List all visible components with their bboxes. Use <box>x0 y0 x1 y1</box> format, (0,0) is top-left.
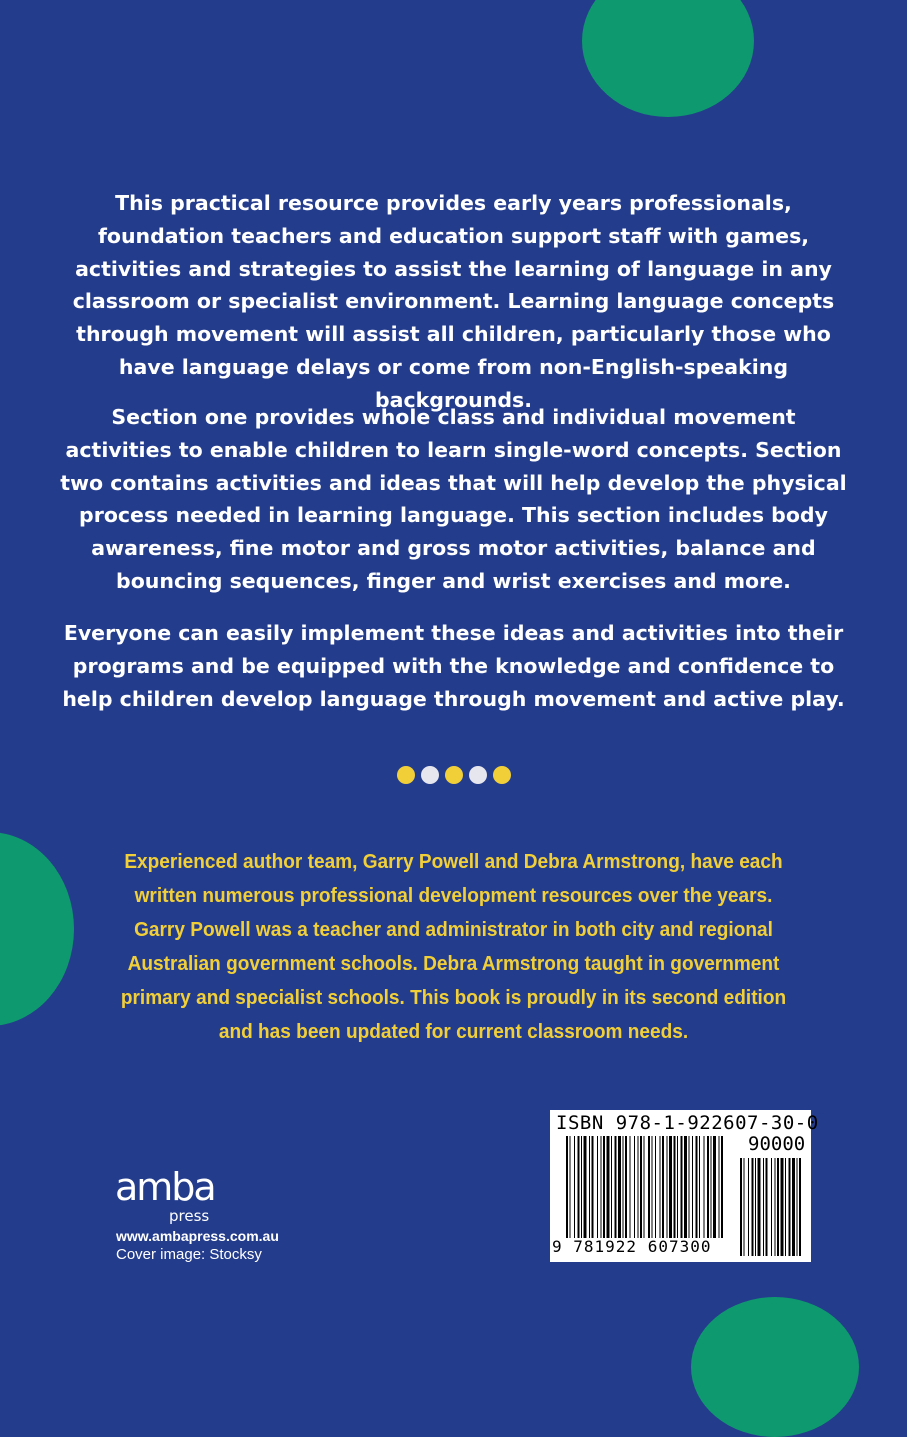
barcode-bar <box>597 1136 598 1238</box>
barcode-bar <box>785 1158 786 1256</box>
barcode-bar <box>640 1136 642 1238</box>
barcode-bar <box>721 1136 723 1238</box>
barcode-bar <box>607 1136 610 1238</box>
description-paragraph-2: Section one provides whole class and individual movement activities to enable children to learn single-word concepts. Section two contains activities and ideas that will help develop the physical process needed in learning language. This section includes body awareness, fine motor and gross motor activities, balance and bouncing sequences, finger and wrist exercises and more. <box>60 405 847 593</box>
isbn-label: ISBN 978-1-922607-30-0 <box>556 1112 819 1134</box>
barcode-bar <box>574 1136 575 1238</box>
barcode-bar <box>623 1136 624 1238</box>
barcode-bar <box>581 1136 582 1238</box>
barcode-bar <box>589 1136 590 1238</box>
barcode-bar <box>638 1136 639 1238</box>
divider-dot <box>445 766 463 784</box>
barcode-bar <box>652 1136 653 1238</box>
dot-divider <box>0 766 907 784</box>
description-paragraph-3: Everyone can easily implement these ideas and activities into their programs and be equipped with the knowledge and confidence to help children develop language through movement and active play. <box>62 621 845 711</box>
decorative-circle-bottom <box>691 1297 859 1437</box>
barcode-bar <box>684 1136 687 1238</box>
barcode-bar <box>713 1136 716 1238</box>
barcode-bar <box>660 1136 661 1238</box>
barcode-bar <box>766 1158 768 1256</box>
barcode-bar <box>696 1136 698 1238</box>
barcode-bar <box>771 1158 772 1256</box>
barcode-bar <box>644 1136 645 1238</box>
barcode-bar <box>707 1136 709 1238</box>
decorative-circle-top <box>582 0 754 117</box>
barcode-digits: 9 781922 607300 <box>552 1237 712 1256</box>
barcode-bar <box>615 1136 617 1238</box>
barcode-bar <box>601 1136 602 1238</box>
description-paragraph-1: This practical resource provides early years professionals, foundation teachers and education support staff with games, activities and strategies to assist the learning of language in any classroom or specialist environment. Learning language concepts through movement will assist all children, particularly those who have language delays or come from non-English-speaking backgrounds. <box>72 191 835 412</box>
barcode-bar <box>689 1136 690 1238</box>
publisher-website[interactable]: www.ambapress.com.au <box>116 1228 279 1244</box>
barcode-bar <box>625 1136 627 1238</box>
barcode-bar <box>618 1136 621 1238</box>
divider-dot <box>421 766 439 784</box>
barcode-bar <box>789 1158 791 1256</box>
barcode-bar <box>748 1158 749 1256</box>
barcode-bar <box>662 1136 664 1238</box>
barcode-bar <box>667 1136 668 1238</box>
barcode-bar <box>566 1136 568 1238</box>
logo-subtitle: press <box>169 1207 210 1225</box>
price-code: 90000 <box>748 1133 806 1155</box>
barcode-bar <box>634 1136 635 1238</box>
barcode-bar <box>775 1158 776 1256</box>
barcode-bar <box>699 1136 700 1238</box>
barcode-bar <box>648 1136 650 1238</box>
divider-dot <box>493 766 511 784</box>
decorative-circle-left <box>0 832 74 1026</box>
cover-image-credit: Cover image: Stocksy <box>116 1246 262 1263</box>
barcode-bar <box>630 1136 631 1238</box>
barcode-bar <box>792 1158 795 1256</box>
barcode-bar <box>799 1158 801 1256</box>
barcode-bar <box>763 1158 764 1256</box>
barcode-bar <box>777 1158 779 1256</box>
amba-press-logo <box>115 1166 225 1226</box>
author-bio: Experienced author team, Garry Powell and Debra Armstrong, have each written numerous professional development resources over the years. Garry Powell was a teacher and administrator in both city and regional Australian government schools. Debra Armstrong taught in government primary and specialist schools. This book is proudly in its second edition and has been updated for current classroom needs. <box>120 850 787 1043</box>
barcode-bar <box>781 1158 784 1256</box>
isbn-barcode <box>550 1110 819 1262</box>
barcode-bar <box>755 1158 756 1256</box>
barcode-bar <box>692 1136 693 1238</box>
barcode-bar <box>578 1136 580 1238</box>
barcode-bar <box>740 1158 742 1256</box>
barcode-bar <box>758 1158 761 1256</box>
barcode-bar <box>669 1136 672 1238</box>
barcode-bar <box>719 1136 720 1238</box>
barcode-bar <box>655 1136 656 1238</box>
logo-wordmark: amba <box>115 1166 215 1209</box>
barcode-bar <box>704 1136 705 1238</box>
barcode-bar <box>744 1158 745 1256</box>
divider-dot <box>469 766 487 784</box>
barcode-bar <box>681 1136 683 1238</box>
barcode-bar <box>584 1136 587 1238</box>
divider-dot <box>397 766 415 784</box>
barcode-bar <box>711 1136 712 1238</box>
barcode-bar <box>611 1136 612 1238</box>
barcode-bar <box>797 1158 798 1256</box>
barcode-bar <box>603 1136 605 1238</box>
barcode-bar <box>674 1136 676 1238</box>
barcode-bar <box>570 1136 571 1238</box>
barcode-bar <box>752 1158 754 1256</box>
barcode-bar <box>677 1136 678 1238</box>
barcode-bar <box>592 1136 594 1238</box>
